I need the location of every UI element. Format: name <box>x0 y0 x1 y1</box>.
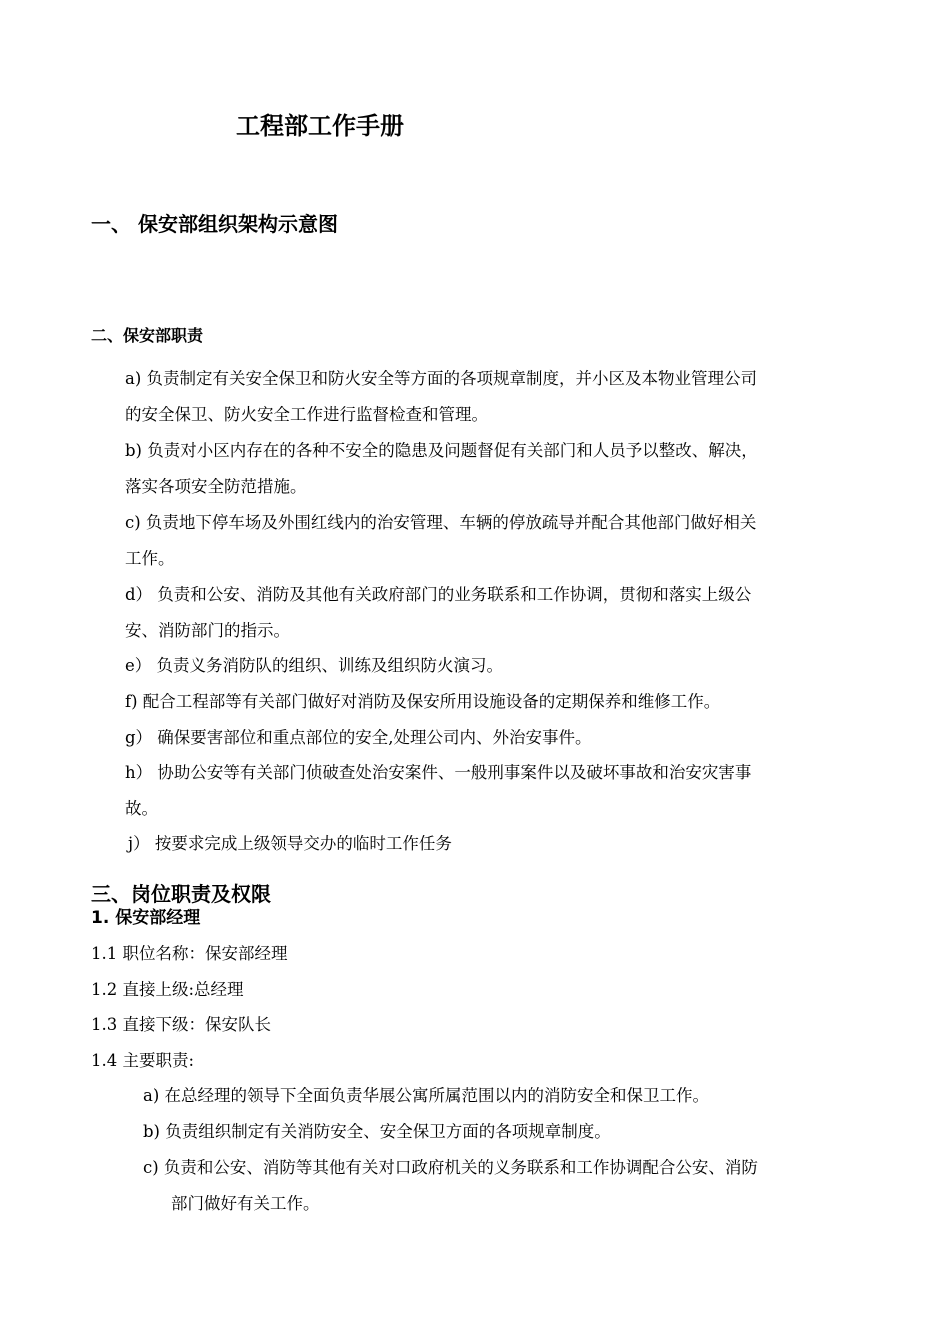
duty-line: b) 负责组织制定有关消防安全、安全保卫方面的各项规章制度。 <box>143 1122 611 1141</box>
document-title: 工程部工作手册 <box>236 112 404 140</box>
section2-item-line: b) 负责对小区内存在的各种不安全的隐患及问题督促有关部门和人员予以整改、解决， <box>125 441 758 460</box>
section2-item-line: f) 配合工程部等有关部门做好对消防及保安所用设施设备的定期保养和维修工作。 <box>125 692 721 711</box>
section2-item-line: 落实各项安全防范措施。 <box>125 477 307 496</box>
section2-item-line: h） 协助公安等有关部门侦破查处治安案件、一般刑事案件以及破坏事故和治安灾害事 <box>125 763 752 782</box>
section3-sub1-heading: 1. 保安部经理 <box>91 908 201 928</box>
section2-item-line: d） 负责和公安、消防及其他有关政府部门的业务联系和工作协调，贯彻和落实上级公 <box>125 585 752 604</box>
section2-item-line: e） 负责义务消防队的组织、训练及组织防火演习。 <box>125 656 504 675</box>
job-info-line: 1.1 职位名称：保安部经理 <box>91 944 288 963</box>
section2-heading: 二、保安部职责 <box>91 326 204 345</box>
duty-line: a) 在总经理的领导下全面负责华展公寓所属范围以内的消防安全和保卫工作。 <box>143 1086 710 1105</box>
section2-item-line: j） 按要求完成上级领导交办的临时工作任务 <box>128 834 452 853</box>
section1-heading: 一、 保安部组织架构示意图 <box>91 212 338 236</box>
job-info-line: 1.2 直接上级:总经理 <box>91 980 244 999</box>
section3-heading: 三、岗位职责及权限 <box>91 882 271 906</box>
section2-item-line: g） 确保要害部位和重点部位的安全,处理公司内、外治安事件。 <box>125 728 592 747</box>
section2-item-line: c) 负责地下停车场及外围红线内的治安管理、车辆的停放疏导并配合其他部门做好相关 <box>125 513 757 532</box>
section2-item-line: 故。 <box>125 799 158 818</box>
job-info-line: 1.3 直接下级：保安队长 <box>91 1015 271 1034</box>
section2-item-line: 安、消防部门的指示。 <box>125 621 290 640</box>
duty-line: c) 负责和公安、消防等其他有关对口政府机关的义务联系和工作协调配合公安、消防 <box>143 1158 758 1177</box>
section2-item-line: 的安全保卫、防火安全工作进行监督检查和管理。 <box>125 405 488 424</box>
section2-item-line: a) 负责制定有关安全保卫和防火安全等方面的各项规章制度，并小区及本物业管理公司 <box>125 369 758 388</box>
duty-line: 部门做好有关工作。 <box>171 1194 320 1213</box>
job-info-line: 1.4 主要职责: <box>91 1051 195 1070</box>
section2-item-line: 工作。 <box>125 549 175 568</box>
